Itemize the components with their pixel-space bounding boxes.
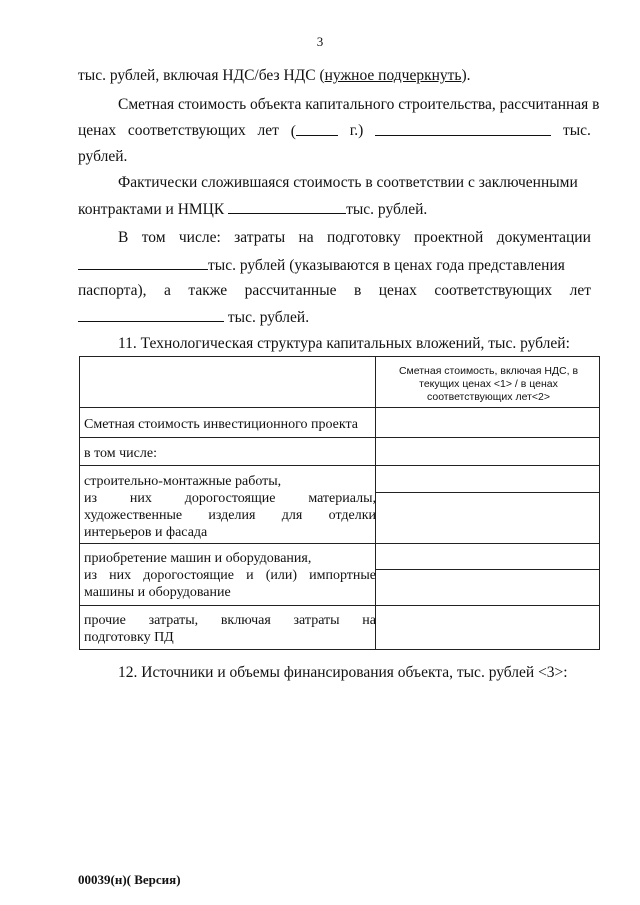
section-12-heading: 12. Источники и объемы финансирования объекта, тыс. рублей <3>: (118, 664, 568, 681)
underline-note: нужное подчеркнуть (324, 67, 462, 84)
row-construction: строительно-монтажные работы, из них дорогостоящие материалы, художественные изделия для отделки интерьеров и фасада (84, 474, 376, 540)
row-including: в том числе: (84, 446, 157, 461)
capital-investment-table (79, 356, 600, 650)
row-equipment: приобретение машин и оборудования, из них дорогостоящие и (или) импортные машины и оборудование (84, 551, 376, 600)
header-estimated-cost: Сметная стоимость, включая НДС, в текущих ценах <1> / в ценах соответствующих лет<2> (398, 365, 579, 403)
row-total-cost: Сметная стоимость инвестиционного проекта (84, 417, 358, 432)
word: лет (257, 122, 279, 139)
design-costs-line3: паспорта), а также рассчитанные в ценах соответствующих лет (78, 282, 591, 299)
estimated-cost-line1: Сметная стоимость объекта капитального строительства, рассчитанная в (118, 96, 600, 113)
actual-cost-line1: Фактически сложившаяся стоимость в соответствии с заключенными (118, 174, 578, 191)
vat-text-end: ). (461, 67, 471, 84)
thousand-rub-2: тыс. рублей. (227, 309, 310, 326)
row-other-costs: прочие затраты, включая затраты на подготовку ПД (84, 613, 376, 645)
design-text: тыс. рублей (указываются в ценах года представления (208, 257, 565, 274)
estimated-cost-line3: рублей. (78, 148, 128, 165)
contracts-blank (228, 199, 346, 214)
design-blank (78, 255, 208, 270)
word: тыс. (562, 122, 591, 139)
design-costs-line4 (78, 307, 591, 328)
vat-text: тыс. рублей, включая НДС/без НДС ( (78, 67, 325, 84)
design-blank-2 (78, 307, 224, 322)
estimated-cost-line2 (78, 121, 591, 142)
page-number: 3 (316, 34, 324, 49)
word: соответствующих (127, 122, 246, 139)
contracts-text: контрактами и НМЦК (78, 201, 225, 218)
thousand-rub: тыс. рублей. (346, 201, 428, 218)
word: ценах (78, 122, 117, 139)
actual-cost-line2 (78, 199, 591, 220)
amount-blank (375, 121, 551, 136)
year-field: ( (291, 121, 338, 142)
word: г.) (349, 122, 364, 139)
paragraph-vat-line (78, 66, 591, 86)
design-costs-line1: В том числе: затраты на подготовку проектной документации (118, 229, 591, 246)
document-version-footer: 00039(н)( Версия) (78, 872, 181, 887)
section-11-heading: 11. Технологическая структура капитальных вложений, тыс. рублей: (118, 335, 570, 352)
design-costs-line2 (78, 255, 591, 276)
